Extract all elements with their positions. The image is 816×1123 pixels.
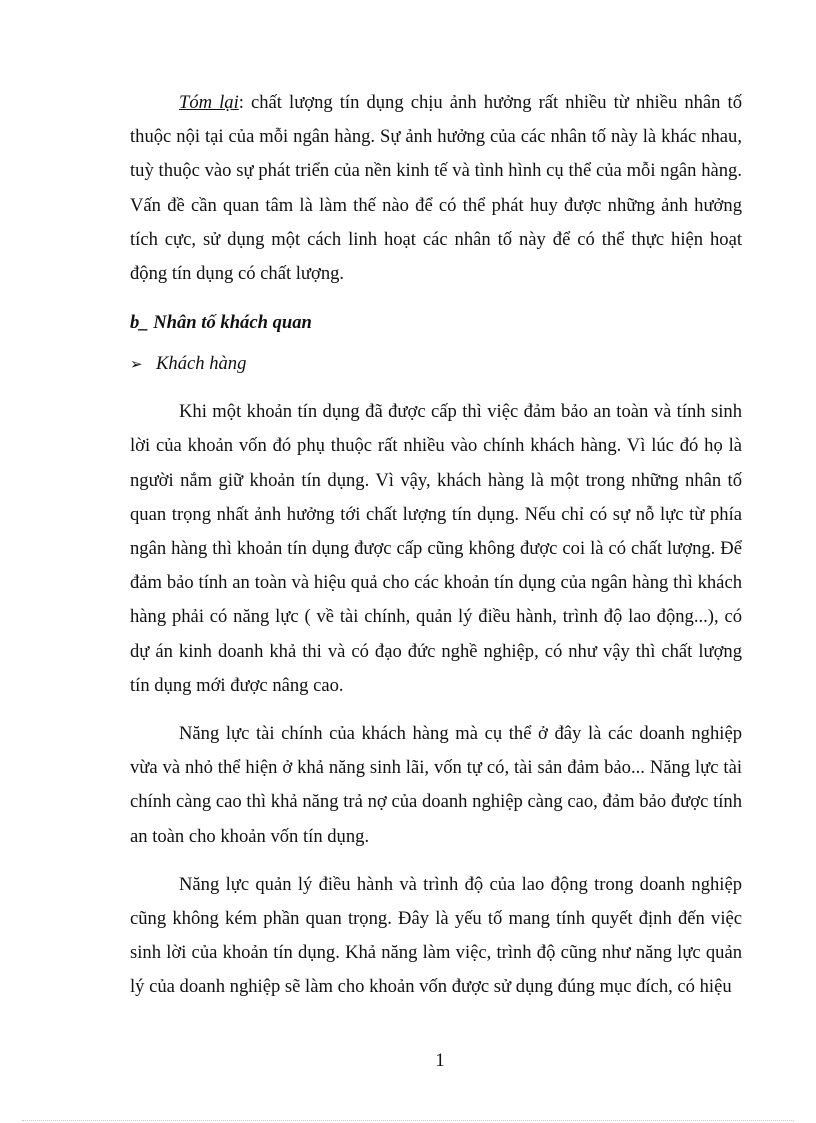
summary-text: : chất lượng tín dụng chịu ảnh hưởng rất nhiều từ nhiều nhân tố thuộc nội tại của mỗi ngân hàng. Sự ảnh hưởng của các nhân tố này là khác nhau, tuỳ thuộc vào sự phát triển của nền kinh tế và tình hình cụ thể của mỗi ngân hàng. Vấn đề cần quan tâm là làm thế nào để có thể phát huy được những ảnh hưởng tích cực, sử dụng một cách linh hoạt các nhân tố này để có thể thực hiện hoạt động tín dụng có chất lượng. (130, 92, 742, 285)
paragraph-customer: Khi một khoản tín dụng đã được cấp thì việc đảm bảo an toàn và tính sinh lời của khoản vốn đó phụ thuộc rất nhiều vào chính khách hàng. Vì lúc đó họ là người nắm giữ khoản tín dụng. Vì vậy, khách hàng là một trong những nhân tố quan trọng nhất ảnh hưởng tới chất lượng tín dụng. Nếu chỉ có sự nỗ lực từ phía ngân hàng thì khoản tín dụng được cấp cũng không được coi là có chất lượng. Để đảm bảo tính an toàn và hiệu quả cho các khoản tín dụng của ngân hàng thì khách hàng phải có năng lực ( về tài chính, quản lý điều hành, trình độ lao động...), có dự án kinh doanh khả thi và có đạo đức nghề nghiệp, có như vậy thì chất lượng tín dụng mới được nâng cao. (130, 401, 742, 696)
paragraph-financial-capacity: Năng lực tài chính của khách hàng mà cụ thể ở đây là các doanh nghiệp vừa và nhỏ thể hiện ở khả năng sinh lãi, vốn tự có, tài sản đảm bảo... Năng lực tài chính càng cao thì khả năng trả nợ của doanh nghiệp càng cao, đảm bảo được tính an toàn cho khoản vốn tín dụng. (130, 723, 742, 847)
spacer (130, 854, 742, 868)
page-number: 1 (435, 1050, 445, 1071)
paragraph-summary (130, 86, 742, 291)
spacer (130, 381, 742, 395)
document-page (130, 86, 742, 1005)
section-heading: b_ Nhân tố khách quan (130, 312, 312, 334)
bullet-label: Khách hàng (156, 353, 247, 375)
bullet-item (130, 347, 742, 381)
paragraph-management-capacity: Năng lực quản lý điều hành và trình độ của lao động trong doanh nghiệp cũng không kém phần quan trọng. Đây là yếu tố mang tính quyết định đến việc sinh lời của khoản tín dụng. Khả năng làm việc, trình độ cũng như năng lực quản lý của doanh nghiệp sẽ làm cho khoản vốn được sử dụng đúng mục đích, có hiệu (130, 873, 742, 998)
summary-lead: Tóm lại (179, 92, 239, 113)
spacer (130, 703, 742, 717)
arrow-bullet-icon: ➢ (130, 355, 143, 374)
page-bottom-border (22, 1120, 794, 1121)
